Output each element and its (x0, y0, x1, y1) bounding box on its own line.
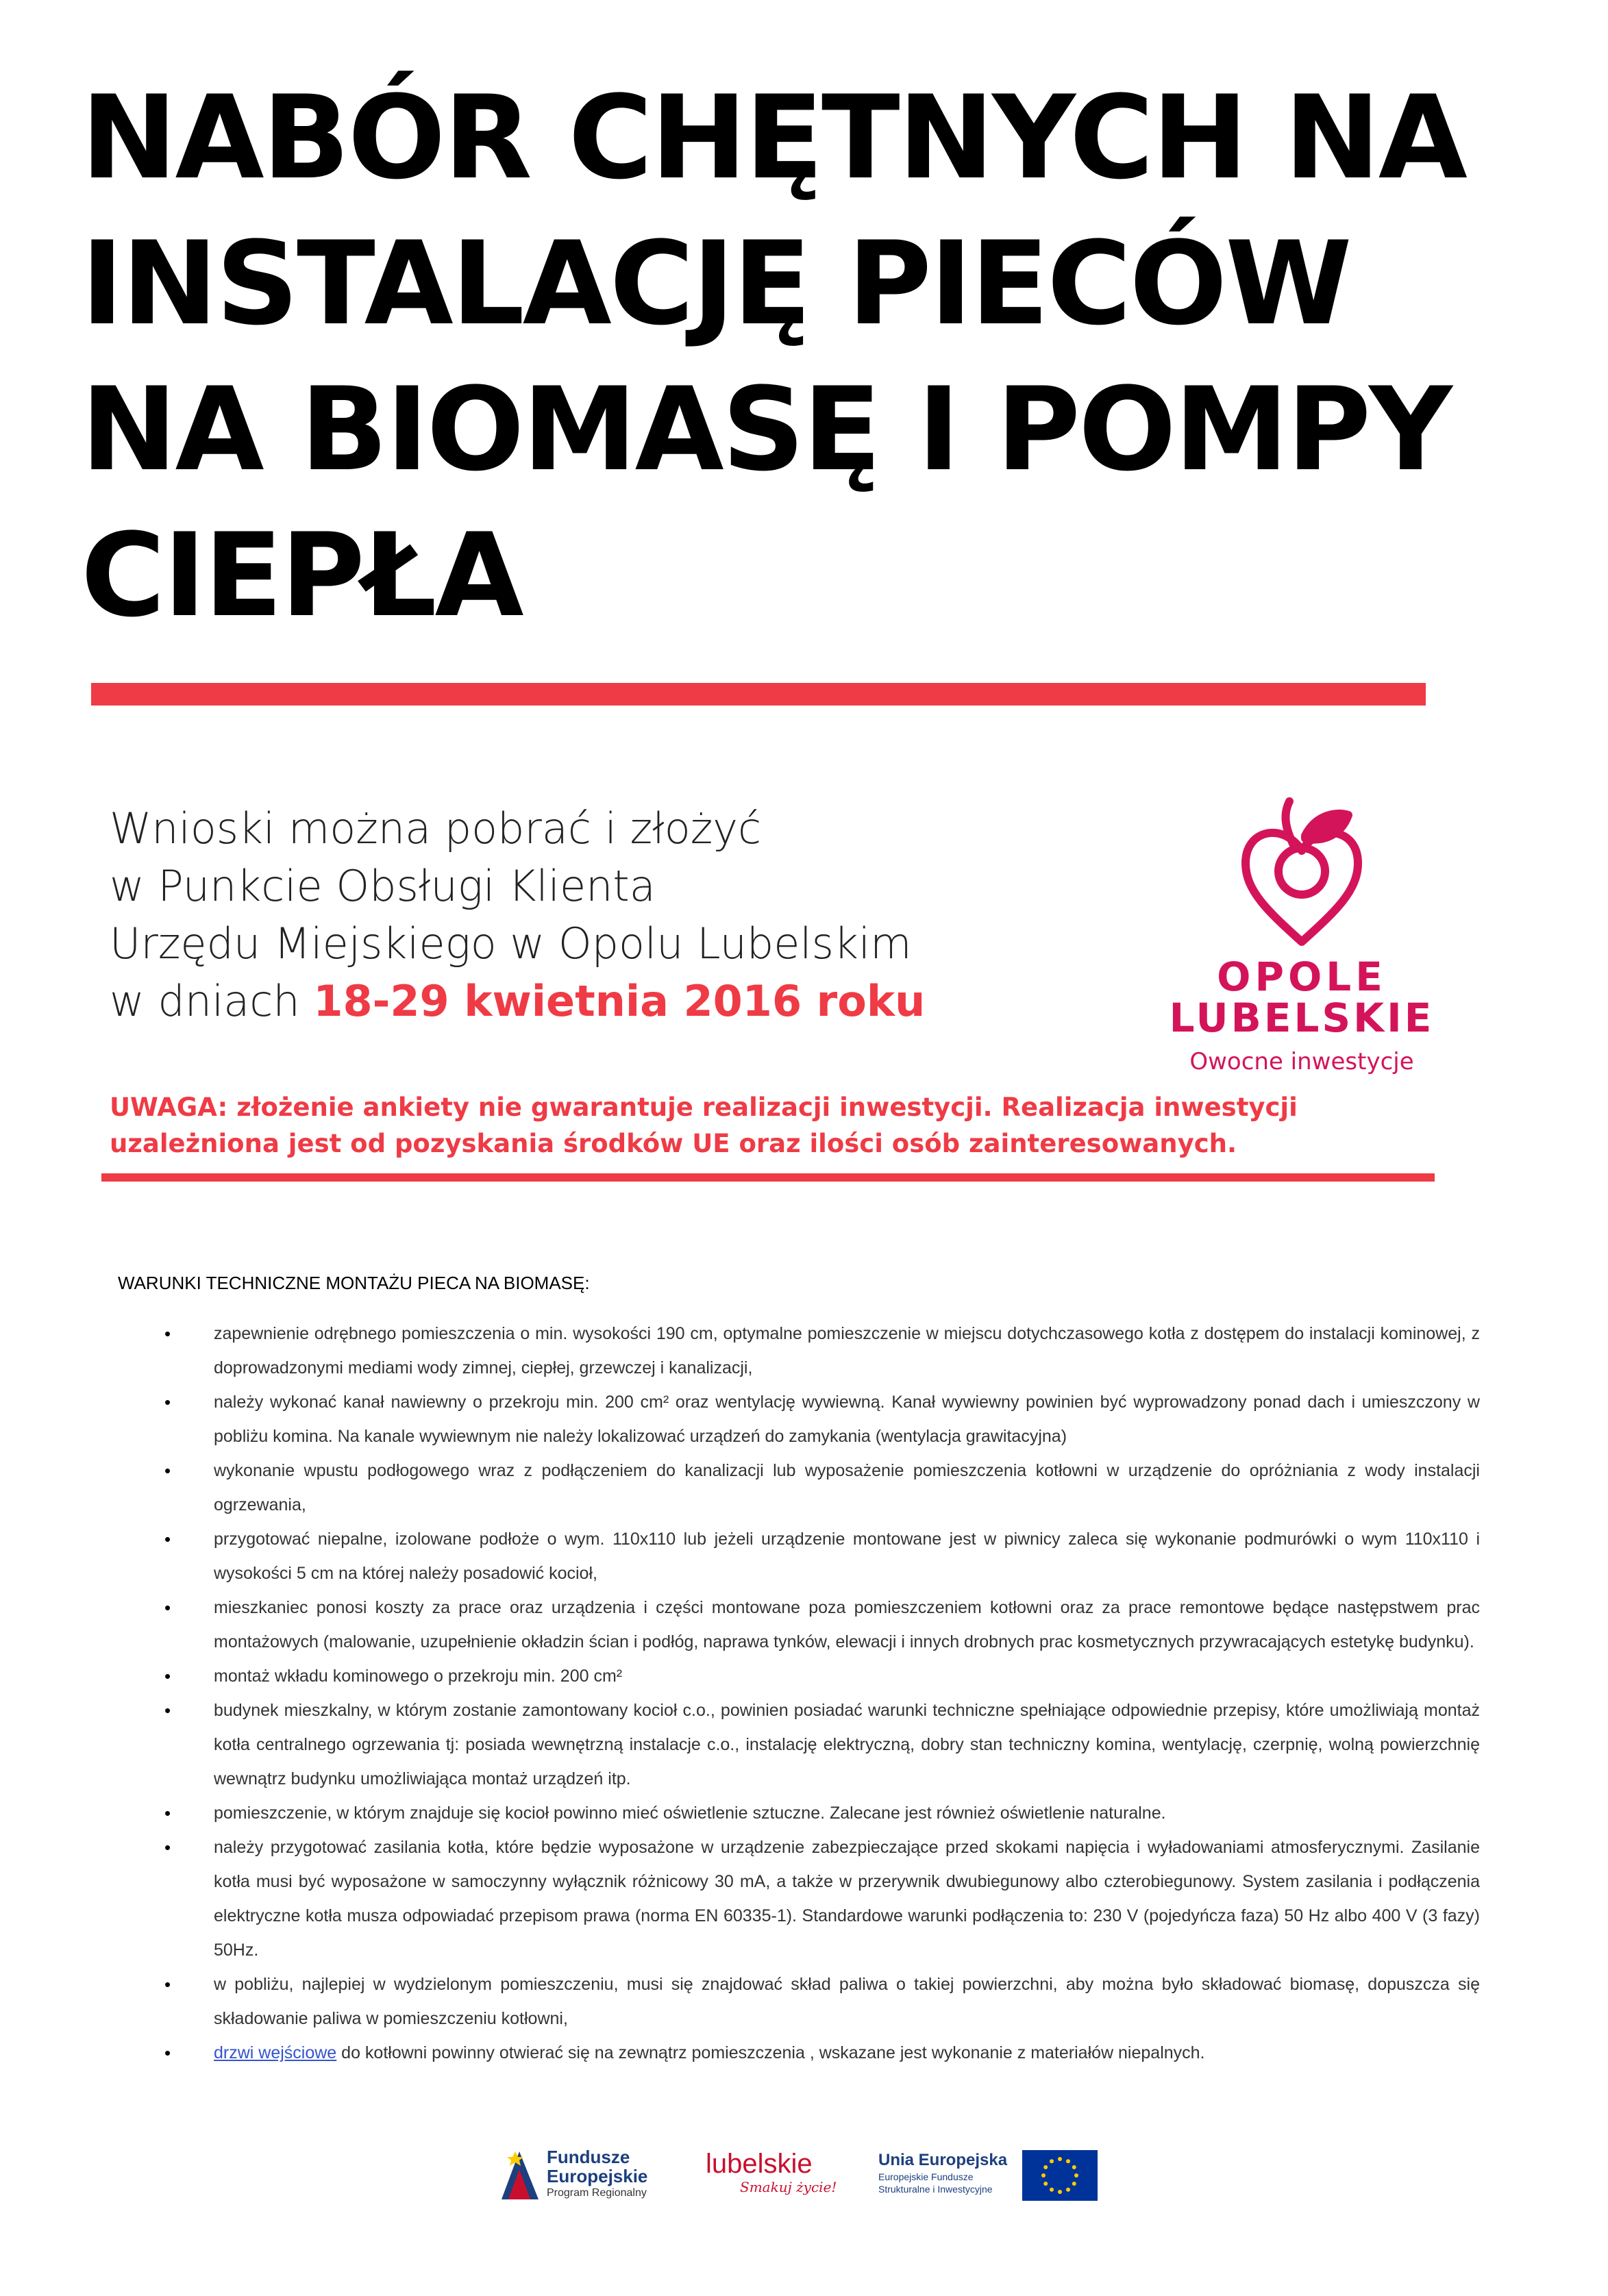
list-item-text: w pobliżu, najlepiej w wydzielonym pomieszczeniu, musi się znajdować skład paliwa o takiej powierzchni, aby można było składować biomasę, dopuszcza się składowanie paliwa w pomieszczeniu kotłowni, (214, 1975, 1480, 2028)
info-line: w Punkcie Obsługi Klienta (110, 861, 656, 911)
info-line (110, 973, 1137, 1030)
lubelskie-logo (706, 2149, 837, 2195)
list-item-text: do kotłowni powinny otwierać się na zewnątrz pomieszczenia , wskazane jest wykonanie z materiałów niepalnych. (336, 2043, 1205, 2062)
bullet-icon: • (164, 1529, 171, 1549)
eu-star-icon (1072, 2165, 1076, 2169)
list-item (0, 1453, 1480, 1522)
title-line: NA BIOMASĘ I POMPY (81, 362, 1450, 497)
footer-logos (0, 2141, 1608, 2209)
bullet-icon: • (164, 2043, 171, 2063)
logo-line2: LUBELSKIE (1169, 995, 1435, 1041)
list-item (0, 1830, 1480, 1967)
technical-conditions-list (0, 1317, 1480, 2070)
title-line: NABÓR CHĘTNYCH NA (81, 71, 1465, 205)
info-line: Urzędu Miejskiego w Opolu Lubelskim (110, 919, 912, 969)
ue-line1: Unia Europejska (878, 2151, 1008, 2169)
bullet-icon: • (164, 1700, 171, 1721)
bullet-icon: • (164, 1666, 171, 1686)
list-item-text: pomieszczenie, w którym znajduje się kocioł powinno mieć oświetlenie sztuczne. Zalecane jest również oświetlenie naturalne. (214, 1804, 1166, 1823)
list-item-text: mieszkaniec ponosi koszty za prace oraz urządzenia i części montowane poza pomieszczeniem kotłowni oraz za prace remontowe będące następstwem prac montażowych (malowanie, uzupełnienie okładzin ścian i podłóg, naprawa tynków, elewacji i innych drobnych prac kosmetycznych przywracających estetykę budynku). (214, 1598, 1480, 1651)
list-item-text: wykonanie wpustu podłogowego wraz z podłączeniem do kanalizacji lub wyposażenie pomieszczenia kotłowni w urządzenie do opróżniania z wody instalacji ogrzewania, (214, 1461, 1480, 1514)
eu-star-icon (1050, 2188, 1054, 2192)
title-line: INSTALACJĘ PIECÓW (81, 216, 1350, 351)
bullet-icon: • (164, 1837, 171, 1858)
fe-line2: Europejskie (547, 2166, 648, 2186)
section-heading: WARUNKI TECHNICZNE MONTAŻU PIECA NA BIOMASĘ: (118, 1273, 590, 1293)
list-item (0, 1967, 1480, 2036)
bullet-icon: • (164, 1323, 171, 1344)
fe-line3: Program Regionalny (547, 2187, 647, 2199)
list-item (0, 1385, 1480, 1453)
eu-star-icon (1072, 2182, 1076, 2186)
list-item-text: należy przygotować zasilania kotła, które będzie wyposażone w urządzenie zabezpieczające przed skokami napięcia i wyładowaniami atmosferycznymi. Zasilanie kotła musi być wyposażone w samoczynny wyłącznik różnicowy 30 mA, a także w przerywnik dwubiegunowy albo czterobiegunowy. System zasilania i podłączenia elektryczne kotła musza odpowiadać przepisom prawa (norma EN 60335-1). Standardowe warunki podłączenia to: 230 V (pojedyńcza faza) 50 Hz albo 400 V (3 fazy) 50Hz. (214, 1838, 1480, 1960)
info-line: Wnioski można pobrać i złożyć (110, 803, 762, 853)
eu-star-icon (1066, 2188, 1070, 2192)
bullet-icon: • (164, 1974, 171, 1995)
list-item (0, 1590, 1480, 1659)
logo-line1: OPOLE (1217, 953, 1387, 1000)
list-item-text: przygotować niepalne, izolowane podłoże o wym. 110x110 lub jeżeli urządzenie montowane jest w piwnicy zaleca się wykonanie podmurówki o wym 110x110 i wysokości 5 cm na której należy posadowić kocioł, (214, 1530, 1480, 1583)
list-item (0, 1693, 1480, 1796)
fe-line1: Fundusze (547, 2147, 630, 2167)
eu-star-icon (1041, 2173, 1046, 2178)
apple-heart-icon (1165, 795, 1439, 952)
ue-line2: Europejskie Fundusze (878, 2171, 974, 2182)
eu-star-icon (1043, 2182, 1048, 2186)
entrance-door-link[interactable]: drzwi wejściowe (214, 2043, 337, 2062)
warning-notice: UWAGA: złożenie ankiety nie gwarantuje realizacji inwestycji. Realizacja inwestycji uzależniona jest od pozyskania środków UE oraz ilości osób zainteresowanych. (110, 1093, 1298, 1158)
list-item-text: montaż wkładu kominowego o przekroju min. 200 cm² (214, 1667, 623, 1686)
lubelskie-tagline: Smakuj życie! (740, 2179, 837, 2195)
list-item (0, 1796, 1480, 1830)
eu-star-icon (1074, 2173, 1078, 2178)
fundusze-europejskie-logo (547, 2147, 647, 2201)
application-info (110, 800, 1137, 1030)
page-title (81, 65, 1465, 649)
list-item (0, 1522, 1480, 1590)
title-line: CIEPŁA (81, 508, 522, 642)
list-item-text: należy wykonać kanał nawiewny o przekroju min. 200 cm² oraz wentylację wywiewną. Kanał wywiewny powinien być wyprowadzony ponad dach i umieszczony w pobliżu komina. Na kanale wywiewnym nie należy lokalizować urządzeń do zamykania (wentylacja grawitacyjna) (214, 1393, 1480, 1446)
bullet-icon: • (164, 1460, 171, 1481)
eu-star-icon (1066, 2159, 1070, 2163)
eu-star-icon (1050, 2159, 1054, 2163)
submission-dates: 18-29 kwietnia 2016 roku (313, 976, 926, 1026)
info-prefix: w dniach (110, 976, 314, 1026)
list-item-text: budynek mieszkalny, w którym zostanie zamontowany kocioł c.o., powinien posiadać warunki techniczne spełniające odpowiednie przepisy, które umożliwiają montaż kotła centralnego ogrzewania tj: posiada wewnętrzną instalacje c.o., instalację elektryczną, dobry stan techniczny komina, wentylację, czerpnię, wolną powierzchnię wewnątrz budynku umożliwiająca montaż urządzeń itp. (214, 1701, 1480, 1788)
divider-thin (101, 1173, 1435, 1182)
eu-star-icon (1058, 2190, 1062, 2194)
eu-flag-icon (1022, 2150, 1098, 2201)
list-item (0, 1317, 1480, 1385)
logo-tagline: Owocne inwestycje (1189, 1048, 1414, 1075)
eu-star-icon (1058, 2157, 1062, 2161)
lubelskie-name: lubelskie (706, 2149, 813, 2179)
ue-line3: Strukturalne i Inwestycyjne (878, 2184, 993, 2195)
list-item (0, 1659, 1480, 1693)
divider-thick (91, 683, 1426, 706)
fundusze-europejskie-icon (499, 2146, 541, 2202)
bullet-icon: • (164, 1597, 171, 1618)
bullet-icon: • (164, 1803, 171, 1823)
list-item (0, 2036, 1480, 2070)
eu-star-icon (1043, 2165, 1048, 2169)
unia-europejska-logo (878, 2150, 1007, 2195)
opole-lubelskie-logo (1165, 795, 1439, 1075)
list-item-text: zapewnienie odrębnego pomieszczenia o min. wysokości 190 cm, optymalne pomieszczenie w miejscu dotychczasowego kotła z dostępem do instalacji kominowej, z doprowadzonymi mediami wody zimnej, ciepłej, grzewczej i kanalizacji, (214, 1324, 1480, 1377)
bullet-icon: • (164, 1392, 171, 1412)
